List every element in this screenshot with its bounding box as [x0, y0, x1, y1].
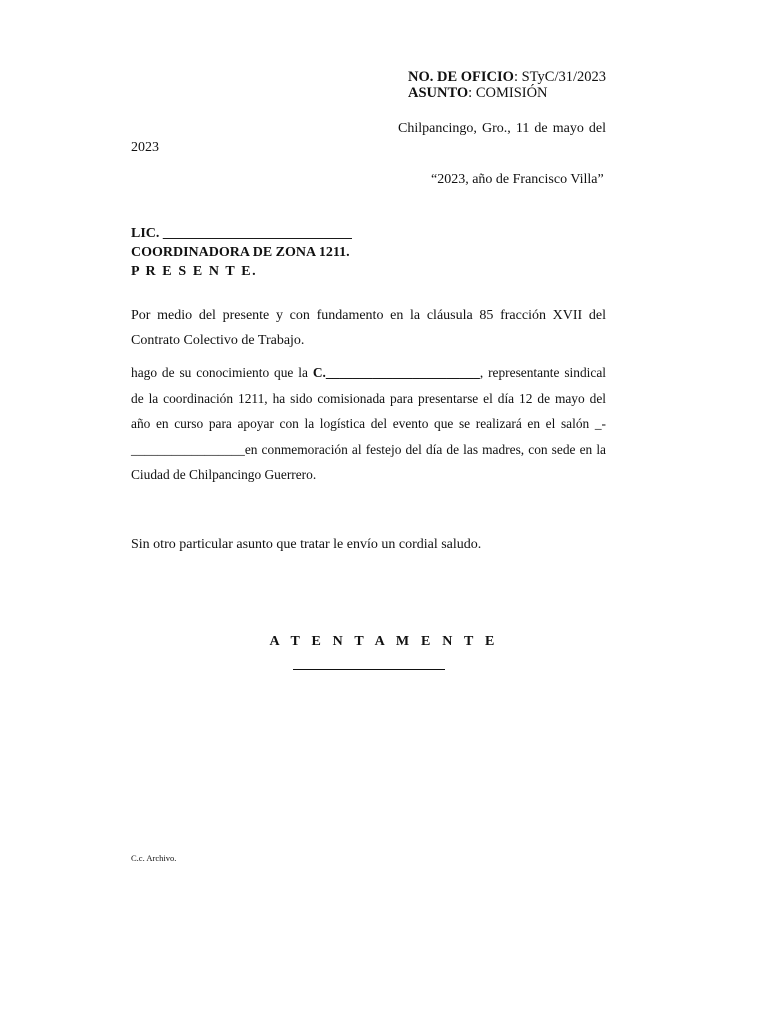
body-p2-rest: , representante sindical de la coordinación 1211, ha sido comisionada para presentarse el día 12 de mayo del año en curso para apoyar con la logística del evento que se realizará en el salón _-_________________en conmemoración al festejo del día de las madres, con sede en la Ciudad de Chilpancingo Guerrero. — [131, 365, 606, 483]
addressee-name: LIC. ___________________________ — [131, 226, 352, 241]
oficio-separator: : — [513, 69, 522, 85]
asunto-line — [408, 85, 548, 101]
oficio-number: STyC/31/2023 — [521, 69, 606, 85]
cc-archivo: C.c. Archivo. — [131, 853, 177, 863]
place-date-line1: Chilpancingo, Gro., 11 de mayo del — [398, 121, 606, 136]
oficio-label: NO. DE OFICIO — [408, 69, 514, 85]
presente-heading: P R E S E N T E. — [131, 264, 258, 279]
closing-salutation: Sin otro particular asunto que tratar le envío un cordial saludo. — [131, 537, 482, 552]
body-paragraph-1-line1: Por medio del presente y con fundamento en la cláusula 85 fracción XVII del — [131, 308, 606, 323]
commissioned-name-blank: C._______________________ — [312, 365, 480, 380]
year-motto: “2023, año de Francisco Villa” — [431, 172, 604, 187]
atentamente-heading: A T E N T A M E N T E — [269, 634, 499, 649]
oficio-line — [408, 69, 606, 85]
addressee-title: COORDINADORA DE ZONA 1211. — [131, 245, 350, 260]
signature-line — [293, 669, 445, 670]
asunto-separator: : — [468, 85, 476, 101]
body-paragraph-2 — [131, 360, 606, 488]
body-paragraph-1-line2: Contrato Colectivo de Trabajo. — [131, 333, 305, 348]
body-p2-start: hago de su conocimiento que la — [131, 365, 313, 380]
asunto-label: ASUNTO — [408, 85, 469, 101]
place-date-line2: 2023 — [131, 140, 159, 155]
asunto-value: COMISIÓN — [475, 85, 548, 101]
